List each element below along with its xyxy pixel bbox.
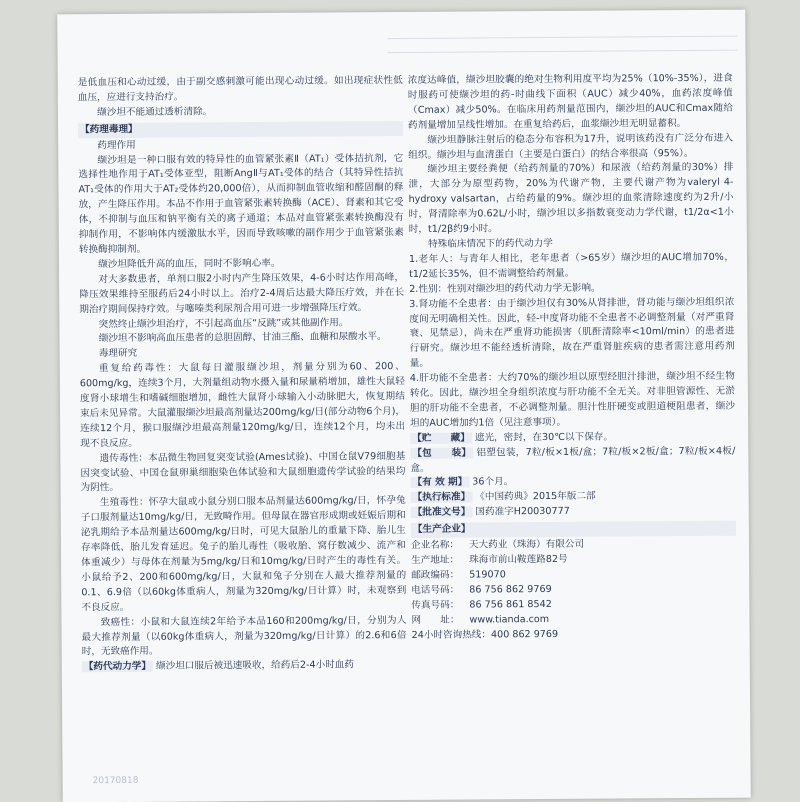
field-key: 网 址： xyxy=(411,614,460,626)
paragraph: 突然终止缬沙坦治疗，不引起高血压“反跳”或其他副作用。 xyxy=(98,316,349,330)
validity-label: 【有 效 期】 xyxy=(412,477,468,489)
section-heading-pharmacokinetics: 【药代动力学】 xyxy=(83,661,152,673)
paragraph: 对大多数患者，单剂口服2小时内产生降压效果，4-6小时达作用高峰，降压效果维持至服药后24小时以上。治疗2-4周后达最大降压疗效，并在长期治疗期间保持疗效。与噻嗪类利尿剂合用可进一步增强降压疗效。 xyxy=(79,271,405,315)
standard-label: 【执行标准】 xyxy=(412,491,471,504)
paragraph: 3.肾功能不全患者：由于缬沙坦仅有30%从肾排泄，肾功能与缬沙坦组织浓度间无明确相关性。因此，轻-中度肾功能不全患者不必调整剂量（对严重肾衰、见禁忌），尚未在严重肾功能损害（肌酐清除率<10ml/min）的患者进行研究。缬沙坦不能经透析清除，故在严重肾脏疾病的患者需注意用药剂量。 xyxy=(409,296,735,370)
paragraph: 缬沙坦不影响高血压患者的总胆固醇、甘油三酯、血糖和尿酸水平。 xyxy=(98,331,387,345)
paragraph: 缬沙坦主要经粪便（给药剂量的70%）和尿液（给药剂量的30%）排泄，大部分为原型药物，20%为代谢产物，主要代谢产物为valeryl 4-hydroxy valsartan，占给药量的9%。缬沙坦的血浆清除速度约为2升/小时，肾清除率为0.62L/小时，缬沙坦以多指数衰变动力学代谢，t1/2α<1小时，t1/2β约9小时。 xyxy=(408,162,734,236)
paragraph: 4.肝功能不全患者：大约70%的缬沙坦以原型经胆汁排泄，缬沙坦不经生物转化。因此，缬沙坦全身组织浓度与肝功能不全无关。对非胆管源性、无淤胆的肝功能不全患者，不必调整剂量。胆汁性肝硬变或胆道梗阻患者，缬沙坦的AUC增加约1倍（见注意事项）。 xyxy=(409,370,736,429)
package-value: 铝塑包装，7粒/板×1板/盒；7粒/板×2板/盒；7粒/板×4板/盒。 xyxy=(410,445,736,474)
insert-page xyxy=(57,10,750,802)
field-key: 传真号码： xyxy=(411,599,460,611)
field-value: 86 756 861 8542 xyxy=(469,598,552,611)
package-label: 【包 装】 xyxy=(412,447,472,459)
subheading: 特殊临床情况下的药代动力学 xyxy=(428,237,553,250)
paragraph: 生殖毒性：怀孕大鼠或小鼠分别口服本品剂量达600mg/kg/日，怀孕兔子口服剂量达10mg/kg/日，无致畸作用。但母鼠在器官形成期或妊娠后期和泌乳期给予本品剂量达600mg/kg/日时，可见大鼠胎儿的重量下降、胎儿生存率降低、胎儿发育延迟。兔子的胎儿毒性（吸收胎、窝仔数减少、流产和体重减少）与母体在剂量为5mg/kg/日和10mg/kg/日时产生的毒性有关。小鼠给予2、200和600mg/kg/日，大鼠和兔子分别在人最大推荐剂量的0.1、6.9倍（以60kg体重病人，剂量为320mg/kg/日计算）时，未观察到不良反应。 xyxy=(80,495,407,613)
company-heading: 【生产企业】 xyxy=(411,521,736,538)
left-column xyxy=(78,74,407,676)
storage-label: 【贮 藏】 xyxy=(412,432,470,444)
company-field xyxy=(411,611,736,628)
footer-code: 20170818 xyxy=(92,775,139,787)
field-value: 珠海市前山鞍莲路82号 xyxy=(469,553,568,566)
approval-label: 【批准文号】 xyxy=(412,506,471,519)
storage-value: 遮光，密封，在30℃以下保存。 xyxy=(474,431,613,444)
paragraph: 浓度达峰值，缬沙坦胶囊的绝对生物利用度平均为25%（10%-35%），进食时服药可使缬沙坦的药-时曲线下面积（AUC）减少40%，血药浓度峰值（Cmax）减少50%。在临床用药剂量范围内，缬沙坦的AUC和Cmax随给药剂量增加呈线性增加。在重复给药后，血浆缬沙坦无明显蓄积。 xyxy=(407,72,733,131)
field-value: 天大药业（珠海）有限公司 xyxy=(468,538,585,551)
field-value: 86 756 862 9769 xyxy=(469,583,552,596)
field-value: 519070 xyxy=(469,569,506,581)
pk-start: 缬沙坦口服后被迅速吸收，给药后2-4小时血药 xyxy=(155,659,355,673)
paragraph: 2.性别：性别对缬沙坦的药代动力学无影响。 xyxy=(409,282,601,295)
paragraph: 缬沙坦静脉注射后的稳态分布容积为17升，说明该药没有广泛分布进入组织。缬沙坦与血清蛋白（主要是白蛋白）的结合率很高（95%）。 xyxy=(408,132,734,161)
paragraph: 缬沙坦不能通过透析清除。 xyxy=(97,106,213,118)
field-key: 电话号码： xyxy=(411,584,460,596)
paragraph: 缬沙坦降低升高的血压，同时不影响心率。 xyxy=(98,257,281,271)
section-heading-pharmacology: 【药理毒理】 xyxy=(78,121,403,138)
package-row xyxy=(410,444,735,476)
paragraph: 缬沙坦是一种口服有效的特异性的血管紧张素Ⅱ（AT₁）受体拮抗剂，它选择性地作用于AT₁受体亚型，阻断AngⅡ与AT₁受体的结合（其特异性拮抗AT₁受体的作用大于AT₂受体约20,000倍），从而抑制血管收缩和醛固酮的释放，产生降压作用。本品不作用于血管紧张素转换酶（ACE）、肾素和其它受体，不抑制与血压和钠平衡有关的离子通道；本品对血管紧张素转换酶没有抑制作用，不影响体内缓激肽水平，因而导致咳嗽的副作用少于血管紧张素转换酶抑制剂。 xyxy=(78,152,404,256)
field-key: 邮政编码： xyxy=(411,569,460,581)
paragraph: 是低血压和心动过缓，由于副交感刺激可能出现心动过缓。如出现症状性低血压，应进行支持治疗。 xyxy=(77,75,403,104)
approval-row xyxy=(411,504,736,521)
field-value: www.tianda.com xyxy=(469,613,550,626)
right-column xyxy=(408,72,737,644)
paragraph: 致癌性：小鼠和大鼠连续2年给予本品160和200mg/kg/日，分别为人最大推荐剂量（以60kg体重病人，剂量为320mg/kg/日计算）的2.6和6倍时，无致癌作用。 xyxy=(81,614,407,658)
paragraph: 遗传毒性：本品微生物回复突变试验(Ames试验)、中国仓鼠V79细胞基因突变试验、中国仓鼠卵巢细胞染色体试验和大鼠细胞遗传学试验的结果均为阴性。 xyxy=(80,450,406,494)
subheading: 药理作用 xyxy=(97,139,136,151)
paragraph xyxy=(82,658,407,675)
hotline: 24小时咨询热线：400 862 9769 xyxy=(411,628,559,641)
subheading: 毒理研究 xyxy=(98,348,138,360)
paragraph: 1.老年人：与青年人相比，老年患者（>65岁）缬沙坦的AUC增加70%，t1/2延长35%，但不需调整给药剂量。 xyxy=(408,251,735,280)
header-rule xyxy=(387,36,737,39)
approval-value: 国药准字H20030777 xyxy=(475,506,570,518)
standard-value: 《中国药典》2015年版二部 xyxy=(475,491,596,503)
validity-value: 36个月。 xyxy=(472,476,514,488)
field-key: 生产地址： xyxy=(411,554,460,566)
paragraph: 重复给药毒性：大鼠每日灌服缬沙坦，剂量分别为60、200、600mg/kg，连续3个月，大剂量组动物水摄入量和尿量稍增加，雄性大鼠轻度肾小球增生和嗜碱细胞增加，雌性大鼠肾小球输入小动脉肥大，恢复期结束后未见异常。大鼠灌服缬沙坦最高剂量达200mg/kg/日(部分动物6个月)，连续12个月，猴口服缬沙坦最高剂量120mg/kg/日，连续12个月，均未出现不良反应。 xyxy=(79,361,406,450)
header-rule xyxy=(388,50,738,53)
field-key: 企业名称： xyxy=(410,539,459,552)
